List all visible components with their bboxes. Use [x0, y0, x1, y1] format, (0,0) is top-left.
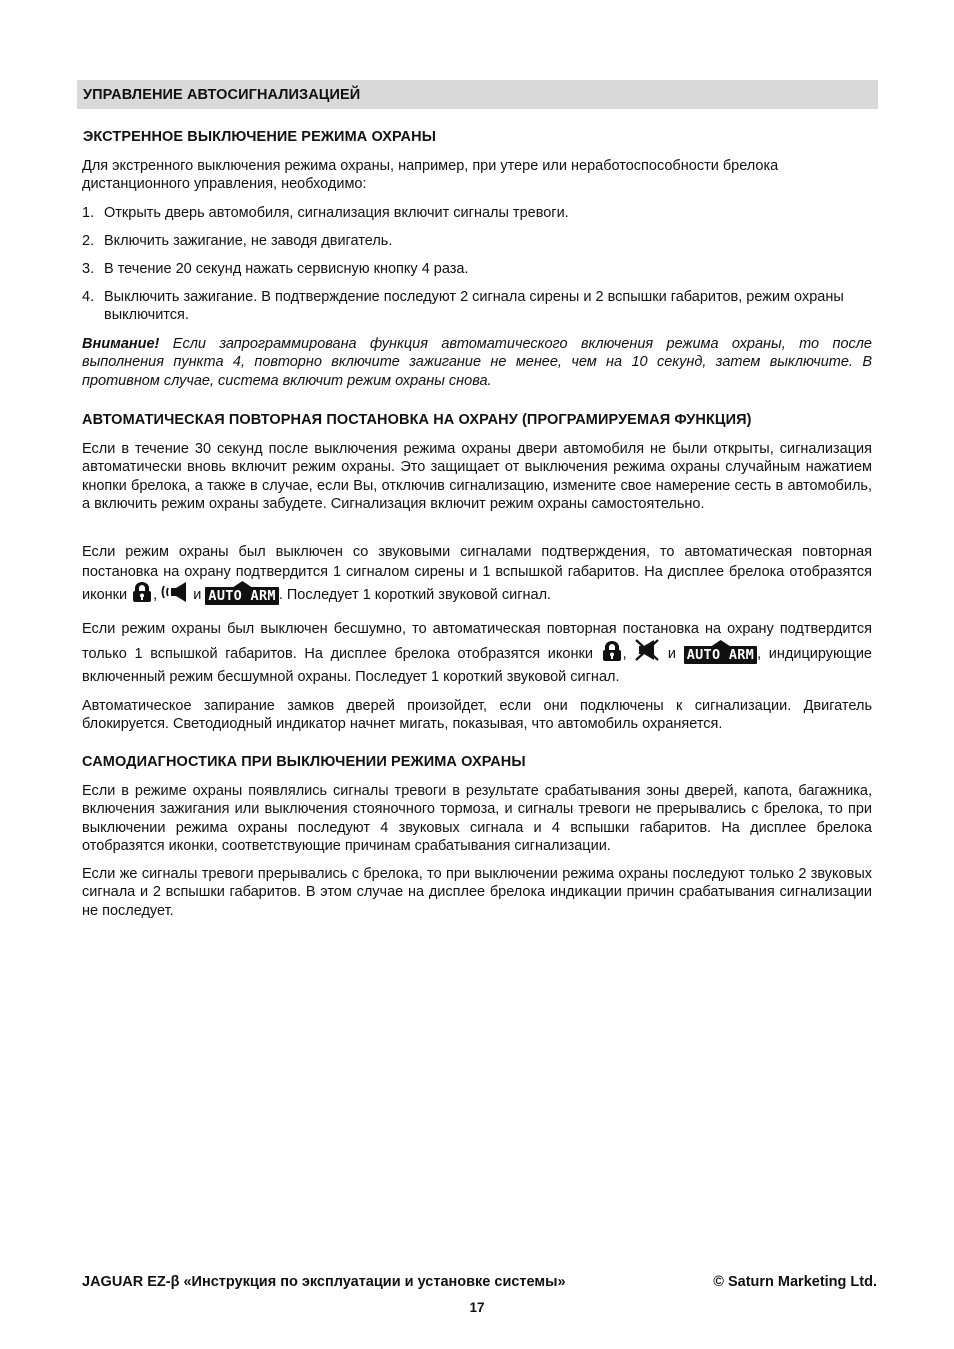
list-item-number: 4.: [82, 289, 95, 305]
heading-self-diagnostics: САМОДИАГНОСТИКА ПРИ ВЫКЛЮЧЕНИИ РЕЖИМА ОХРАНЫ: [82, 754, 526, 770]
list-item-text: Выключить зажигание. В подтверждение последуют 2 сигнала сирены и 2 вспышки габаритов, режим охраны выключится.: [104, 289, 844, 324]
heading-auto-rearm: АВТОМАТИЧЕСКАЯ ПОВТОРНАЯ ПОСТАНОВКА НА ОХРАНУ (ПРОГРАМИРУЕМАЯ ФУНКЦИЯ): [82, 412, 752, 428]
text-span: ,: [622, 646, 635, 662]
text-span: . Последует 1 короткий звуковой сигнал.: [278, 587, 552, 603]
paragraph-self-diagnostics-2: Если же сигналы тревоги прерывались с брелока, то при выключении режима охраны последуют только 2 звуковых сигнала и 2 вспышки габаритов. В этом случае на дисплее брелока индикации причин срабатывания сигнализации не последует.: [82, 866, 872, 919]
section-header-title: УПРАВЛЕНИЕ АВТОСИГНАЛИЗАЦИЕЙ: [83, 87, 361, 103]
list-item-text: В течение 20 секунд нажать сервисную кнопку 4 раза.: [104, 261, 469, 277]
siren-muted-icon: [634, 639, 660, 667]
list-item-number: 3.: [82, 261, 95, 277]
auto-arm-icon: AUTO ARM: [205, 587, 278, 605]
footer-document-title: JAGUAR EZ-β «Инструкция по эксплуатации и установке системы»: [82, 1274, 566, 1290]
list-item-number: 2.: [82, 233, 95, 249]
list-item: [82, 232, 872, 250]
paragraph-auto-rearm-4: Автоматическое запирание замков дверей произойдет, если они подключены к сигнализации. Двигатель блокируется. Светодиодный индикатор начнет мигать, показывая, что автомобиль охраняется.: [82, 698, 872, 733]
list-item-number: 1.: [82, 205, 95, 221]
paragraph-auto-rearm-2: [82, 542, 872, 608]
list-item-text: Включить зажигание, не заводя двигатель.: [104, 233, 393, 249]
list-item: [82, 288, 872, 325]
paragraph-auto-rearm-3: [82, 619, 872, 687]
paragraph-self-diagnostics-1: Если в режиме охраны появлялись сигналы тревоги в результате срабатывания зоны дверей, капота, багажника, включения зажигания или выключения стояночного тормоза, и сигналы тревоги не прерывались с брелока, то при выключении режима охраны последуют 4 звуковых сигнала и 4 вспышки габаритов. На дисплее брелока отобразятся иконки, соответствующие причинам срабатывания сигнализации.: [82, 783, 872, 854]
text-span: Если режим охраны был выключен бесшумно, то автоматическая повторная постановка на охрану подтвердится только 1 вспышкой габаритов. На дисплее брелока отобразятся иконки: [82, 621, 872, 662]
page-number: 17: [469, 1300, 485, 1315]
list-item: [82, 260, 872, 278]
attention-label: Внимание!: [82, 336, 160, 352]
heading-emergency-disarm: ЭКСТРЕННОЕ ВЫКЛЮЧЕНИЕ РЕЖИМА ОХРАНЫ: [83, 129, 436, 145]
lock-closed-icon: [601, 641, 623, 667]
siren-sound-icon: [161, 582, 189, 608]
text-span: и: [189, 587, 206, 603]
attention-note: [82, 335, 872, 390]
text-span: Если режим охраны был выключен со звуковыми сигналами подтверждения, то автоматическая повторная постановка на охрану подтвердится 1 сигналом сирены и 1 вспышкой габаритов. На дисплее брелока отобразятся иконки: [82, 544, 872, 603]
paragraph-emergency-intro: Для экстренного выключения режима охраны, например, при утере или неработоспособности брелока дистанционного управления, необходимо:: [82, 158, 779, 193]
text-span: ,: [153, 587, 162, 603]
text-span: и: [660, 646, 684, 662]
paragraph-auto-rearm-1: Если в течение 30 секунд после выключения режима охраны двери автомобиля не были открыты, сигнализация автоматически вновь включит режим охраны. Это защищает от выключения режима охраны случайным нажатием кнопки брелока, а также в случае, если Вы, отключив сигнализацию, измените свое намерение сесть в автомобиль, а включить режим охраны забудете. Сигнализация включит режим охраны самостоятельно.: [82, 441, 872, 512]
text-span: , индицирующие включенный режим бесшумной охраны. Последует 1 короткий звуковой сигнал.: [82, 646, 872, 685]
list-item-text: Открыть дверь автомобиля, сигнализация включит сигналы тревоги.: [104, 205, 569, 221]
list-item: [82, 204, 872, 222]
lock-closed-icon: [131, 582, 153, 608]
section-header-bar: [77, 80, 878, 109]
auto-arm-icon: AUTO ARM: [684, 646, 757, 664]
attention-text: Если запрограммирована функция автоматического включения режима охраны, то после выполнения пункта 4, повторно включите зажигание не менее, чем на 10 секунд, затем выключите. В противном случае, система включит режим охраны снова.: [82, 336, 872, 389]
footer-copyright: © Saturn Marketing Ltd.: [713, 1274, 877, 1290]
